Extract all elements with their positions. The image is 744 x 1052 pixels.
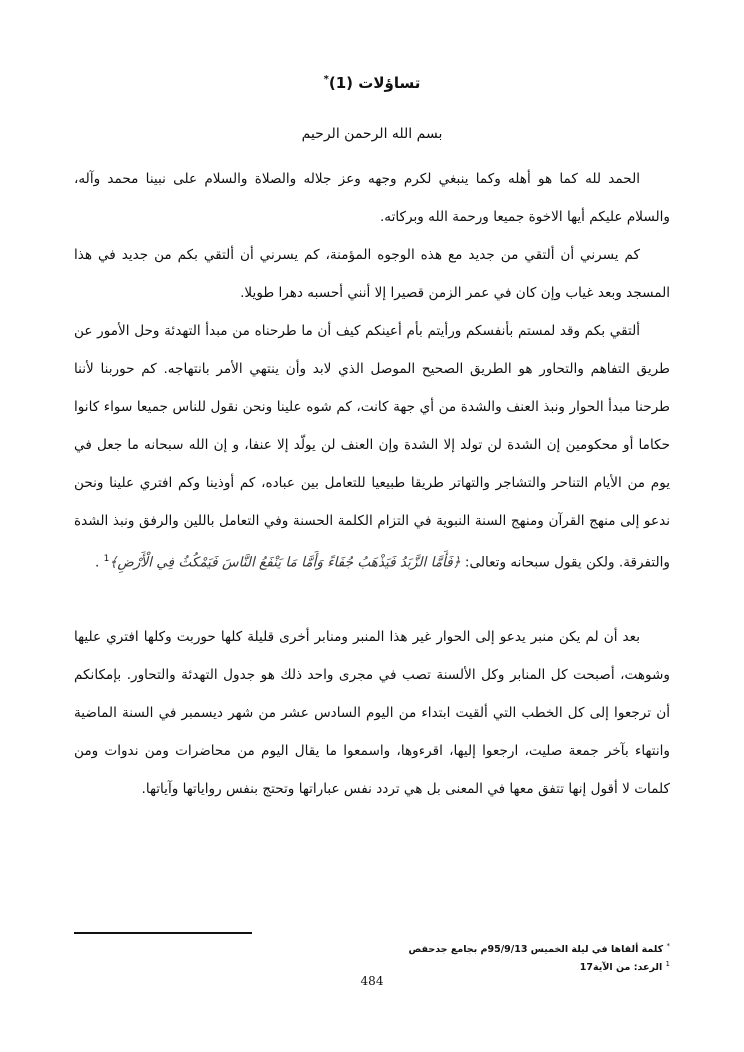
footnote-1-text: الرعد: من الآية17 [579, 962, 663, 974]
footnote-star-text: كلمة ألقاها في ليلة الخميس 95/9/13م بجامع جدحفص [408, 944, 664, 956]
footnotes [300, 939, 670, 975]
footnote-star [300, 939, 670, 957]
title-text: تساؤلات (1) [328, 74, 421, 92]
basmala-line: بسم الله الرحمن الرحيم [301, 126, 443, 142]
footnote-ref-1: 1 [103, 554, 110, 564]
page-number: 484 [360, 974, 384, 988]
footnote-1 [300, 957, 670, 975]
footnote-separator [74, 932, 252, 934]
title-footnote-marker: * [323, 74, 329, 85]
paragraph-2: كم يسرني أن ألتقي من جديد مع هذه الوجوه المؤمنة، كم يسرني أن ألتقي بكم من جديد في هذا المسجد وبعد غياب وإن كان في عمر الزمن قصيرا إلا أنني أحسبه دهرا طويلا. [74, 247, 670, 301]
paragraph-4: بعد أن لم يكن منبر يدعو إلى الحوار غير هذا المنبر ومنابر أخرى قليلة كلها حوربت وكلها افتري عليها وشوهت، أصبحت كل المنابر وكل الألسنة تصب في مجرى واحد ذلك هو جدول التهدئة والتحاور. بإمكانكم أن ترجعوا إلى كل الخطب التي ألقيت ابتداء من اليوم السادس عشر من شهر ديسمبر في السنة الماضية وانتهاء بآخر جمعة صليت، ارجعوا إليها، اقرءوها، واسمعوا ما يقال اليوم من محاضرات ومن ندوات ومن كلمات لا أقول إنها تتفق معها في المعنى بل هي تردد نفس عباراتها وتحتج بنفس رواياتها وآياتها. [74, 629, 670, 797]
paragraph-3-text: ألتقي بكم وقد لمستم بأنفسكم ورأيتم بأم أعينكم كيف أن ما طرحناه من مبدأ التهدئة وحل الأمور عن طريق التفاهم والتحاور هو الطريق الصحيح الموصل الذي لابد وأن ينتهي الأمر بانتهاجه. كم حوربنا لأننا طرحنا مبدأ الحوار ونبذ العنف والشدة من أي جهة كانت، كم شوه علينا ونحن نقول للناس جميعا سواء كانوا حكاما أو محكومين إن الشدة لن تولد إلا الشدة وإن العنف لن يولّد إلا عنفا، و إن الله سبحانه ما جعل في يوم من الأيام التناحر والتشاجر والتهاتر طريقا طبيعيا للتعامل بين عباده، كم أوذينا وكم افتري علينا ونحن ندعو إلى منهج القرآن ومنهج السنة النبوية في التزام الكلمة الحسنة وفي التعامل باللين والرفق ونبذ الشدة والتفرقة. ولكن يقول سبحانه وتعالى: [74, 323, 670, 571]
quran-verse: ﴿فَأَمَّا الزَّبَدُ فَيَذْهَبُ جُفَاءً وَأَمَّا مَا يَنْفَعُ النَّاسَ فَيَمْكُثُ فِي الْأَرْضِ﴾ [109, 554, 461, 571]
footnote-1-marker: 1 [665, 960, 670, 969]
paragraph-3 [74, 312, 670, 582]
page-title [0, 74, 744, 92]
paragraph-3-end: . [94, 554, 104, 571]
footnote-star-marker: * [666, 942, 670, 950]
paragraph-1: الحمد لله كما هو أهله وكما ينبغي لكرم وجهه وعز جلاله والصلاة والسلام على نبينا محمد وآله، والسلام عليكم أيها الاخوة جميعا ورحمة الله وبركاته. [74, 171, 670, 225]
